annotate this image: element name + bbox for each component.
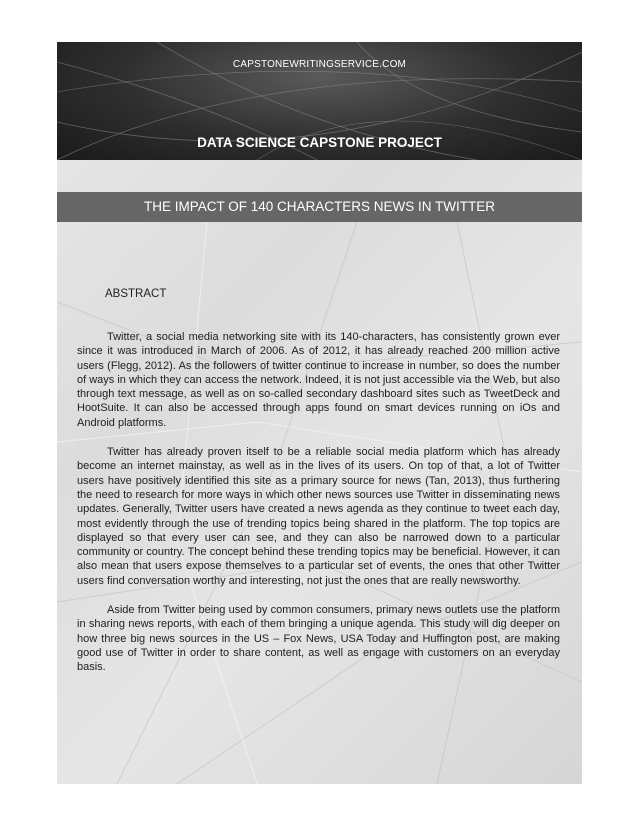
paragraph: Twitter, a social media networking site with its 140-characters, has consistently grown ever since it was introduced in March of 2006. As of 2012, it has already reached 200 million active users (Flegg, 2012). As the followers of twitter continue to increase in number, so does the number of ways in which they can access the network. Indeed, it is not just accessible via the Web, but also through text message, as well as on so-called secondary dashboard sites such as TweetDeck and HootSuite. It can also be accessed through apps found on smart devices running on iOs and Android platforms.	[77, 331, 560, 429]
header-banner	[57, 42, 582, 160]
paragraph: Aside from Twitter being used by common consumers, primary news outlets use the platform in sharing news reports, with each of them bringing a unique agenda. This study will dig deeper on how three big news sources in the US – Fox News, USA Today and Huffington post, are making good use of Twitter in order to share content, as well as engage with customers on an everyday basis.	[77, 604, 560, 674]
abstract-heading: ABSTRACT	[105, 288, 167, 300]
project-title: DATA SCIENCE CAPSTONE PROJECT	[197, 135, 442, 150]
document-page	[57, 42, 582, 784]
document-title: THE IMPACT OF 140 CHARACTERS NEWS IN TWITTER	[57, 192, 582, 222]
site-url: CAPSTONEWRITINGSERVICE.COM	[232, 59, 407, 70]
paragraph: Twitter has already proven itself to be a reliable social media platform which has already become an internet mainstay, as well as in the lives of its users. On top of that, a lot of Twitter users have positively identified this site as a primary source for news (Tan, 2013), thus furthering the need to research for more ways in which other news sources use Twitter in disseminating news updates. Generally, Twitter users have created a news agenda as they continue to tweet each day, most evidently through the use of trending topics being shared in the platform. The top topics are displayed so that every user can see, and they can also be narrowed down to a particular community or country. The concept behind these trending topics may be beneficial. However, it can also mean that users expose themselves to a particular set of events, the ones that other Twitter users find conversation worthy and interesting, not just the ones that are really newsworthy.	[77, 446, 560, 587]
abstract-body	[77, 330, 560, 690]
